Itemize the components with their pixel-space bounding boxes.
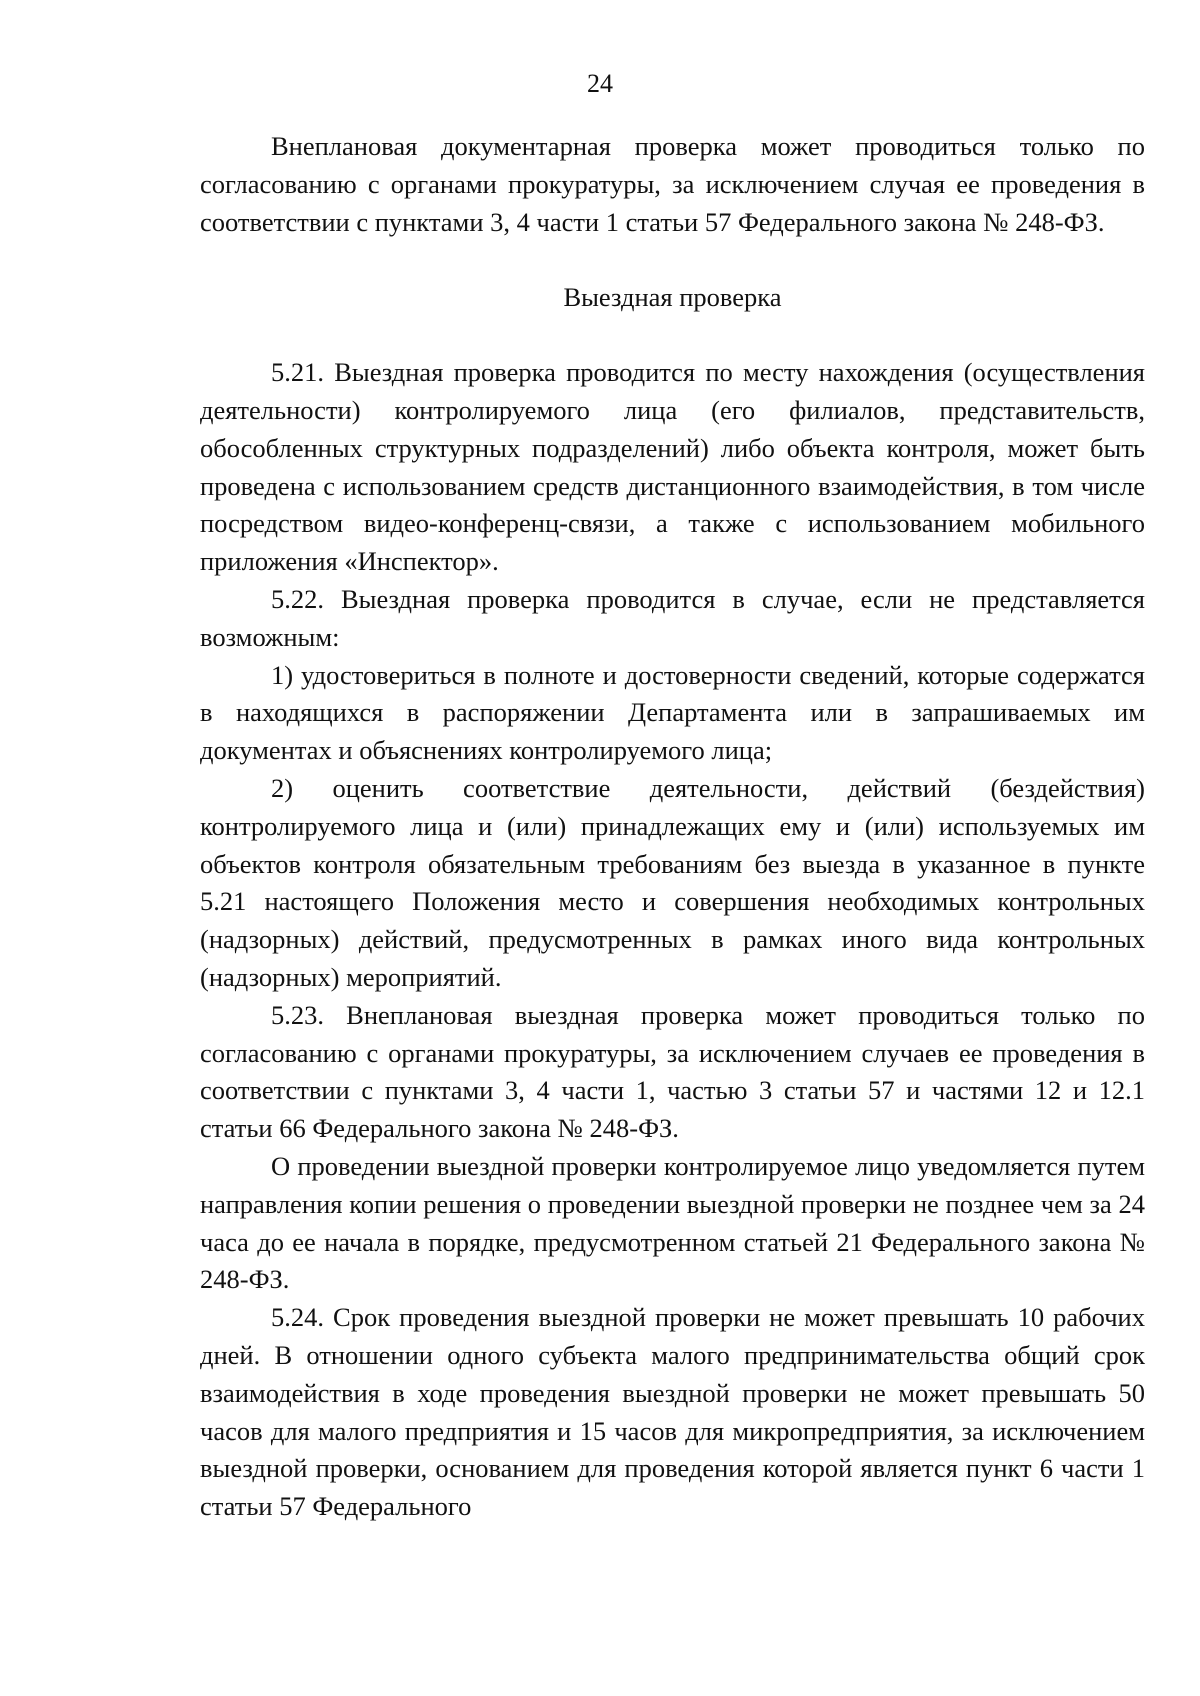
- spacer: [200, 317, 1145, 354]
- list-item-2: 2) оценить соответствие деятельности, действий (бездействия) контролируемого лица и (или) принадлежащих ему и (или) используемых им объектов контроля обязательным требованиям без выезда в указанное в пункте 5.21 настоящего Положения место и совершения необходимых контрольных (надзорных) действий, предусмотренных в рамках иного вида контрольных (надзорных) мероприятий.: [200, 772, 1145, 992]
- paragraph-5-24: 5.24. Срок проведения выездной проверки не может превышать 10 рабочих дней. В отношении одного субъекта малого предпринимательства общий срок взаимодействия в ходе проведения выездной проверки не может превышать 50 часов для малого предприятия и 15 часов для микропредприятия, за исключением выездной проверки, основанием для проведения которой является пункт 6 части 1 статьи 57 Федерального: [200, 1302, 1145, 1522]
- list-item-1: 1) удостовериться в полноте и достоверности сведений, которые содержатся в находящихся в распоряжении Департамента или в запрашиваемых им документах и объяснениях контролируемого лица;: [200, 659, 1145, 766]
- spacer: [200, 241, 1145, 279]
- page-content: [200, 128, 1145, 1526]
- paragraph-5-23: 5.23. Внеплановая выездная проверка может проводиться только по согласованию с органами прокуратуры, за исключением случаев ее проведения в соответствии с пунктами 3, 4 части 1, частью 3 статьи 57 и частями 12 и 12.1 статьи 66 Федерального закона № 248-ФЗ.: [200, 999, 1145, 1144]
- paragraph-5-22: 5.22. Выездная проверка проводится в случае, если не представляется возможным:: [200, 583, 1145, 652]
- paragraph-5-21: 5.21. Выездная проверка проводится по месту нахождения (осуществления деятельности) контролируемого лица (его филиалов, представительств, обособленных структурных подразделений) либо объекта контроля, может быть проведена с использованием средств дистанционного взаимодействия, в том числе посредством видео-конференц-связи, а также с использованием мобильного приложения «Инспектор».: [200, 357, 1145, 577]
- paragraph-unscheduled-documentary-check: Внеплановая документарная проверка может проводиться только по согласованию с органами прокуратуры, за исключением случая ее проведения в соответствии с пунктами 3, 4 части 1 статьи 57 Федерального закона № 248-ФЗ.: [200, 131, 1145, 237]
- page-number: 24: [587, 69, 613, 98]
- paragraph-notification: О проведении выездной проверки контролируемое лицо уведомляется путем направления копии решения о проведении выездной проверки не позднее чем за 24 часа до ее начала в порядке, предусмотренном статьей 21 Федерального закона № 248-ФЗ.: [200, 1150, 1145, 1295]
- section-heading: Выездная проверка: [563, 282, 782, 313]
